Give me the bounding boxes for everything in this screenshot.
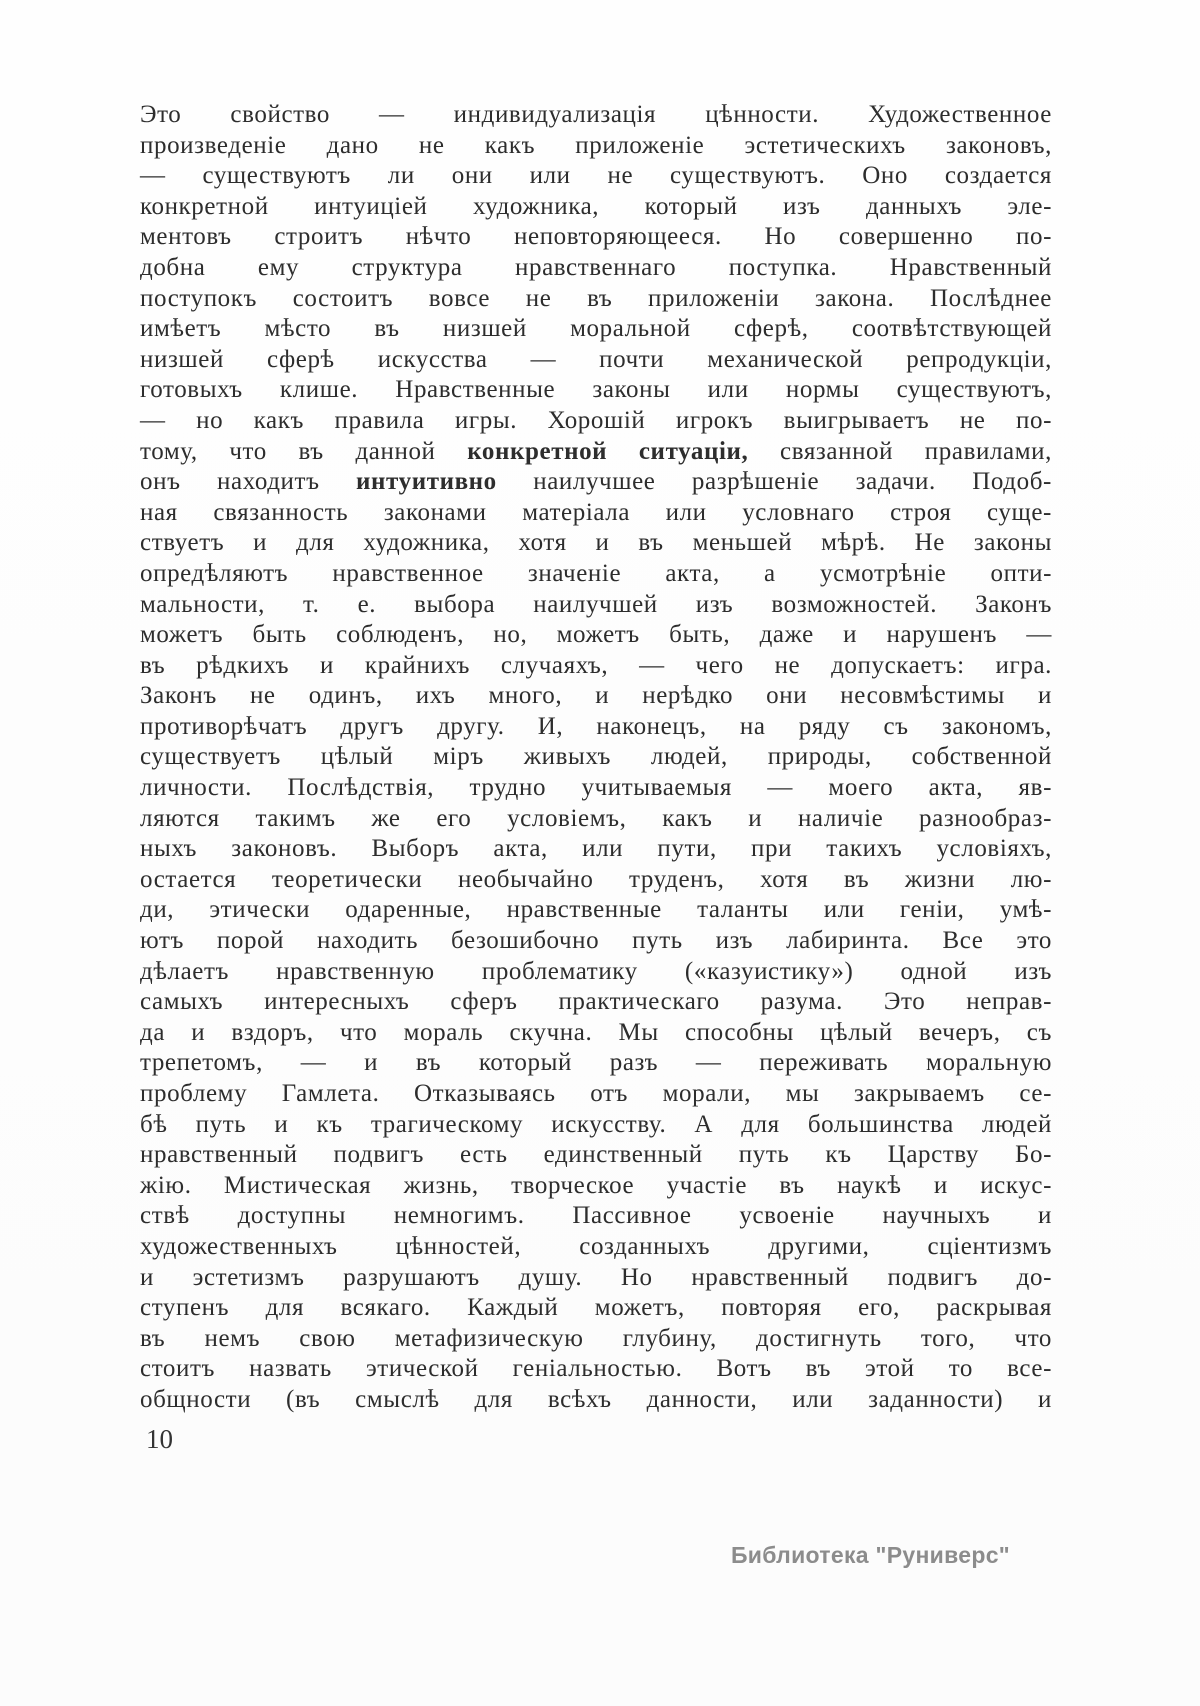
text-line	[140, 192, 1052, 223]
body-text: дѣлаетъ нравственную проблематику («казуистику») одной изъ	[140, 957, 1052, 985]
text-line	[140, 1354, 1052, 1385]
body-text: и эстетизмъ разрушаютъ душу. Но нравственный подвигъ до-	[140, 1263, 1052, 1291]
body-text: остается теоретически необычайно труденъ, хотя въ жизни лю-	[140, 865, 1052, 893]
body-text: бѣ путь и къ трагическому искусству. А для большинства людей	[140, 1110, 1052, 1138]
body-text: — но какъ правила игры. Хорошій игрокъ выигрываетъ не по-	[140, 406, 1052, 434]
body-text: опредѣляютъ нравственное значеніе акта, а усмотрѣніе опти-	[140, 559, 1052, 587]
body-text: нравственный подвигъ есть единственный путь къ Царству Бо-	[140, 1141, 1052, 1169]
text-line	[140, 1263, 1052, 1294]
watermark: Библиотека "Руниверс"	[730, 1542, 1010, 1568]
body-text: связанной правилами,	[748, 437, 1052, 465]
body-text: личности. Послѣдствія, трудно учитываемыя — моего акта, яв-	[140, 774, 1052, 802]
body-text: проблему Гамлета. Отказываясь отъ морали, мы закрываемъ се-	[140, 1080, 1052, 1107]
body-text: ступенъ для всякаго. Каждый можетъ, повторяя его, раскрывая	[140, 1294, 1052, 1322]
body-text: ляются такимъ же его условіемъ, какъ и наличіе разнообраз-	[140, 804, 1052, 832]
emphasized-text: конкретной ситуаціи,	[467, 437, 749, 465]
text-line	[140, 437, 1052, 468]
text-line	[140, 1110, 1052, 1141]
text-line	[140, 1018, 1052, 1049]
body-text: существуетъ цѣлый міръ живыхъ людей, природы, собственной	[140, 743, 1052, 771]
body-text: въ рѣдкихъ и крайнихъ случаяхъ, — чего не допускаетъ: игра.	[140, 651, 1052, 679]
text-line	[140, 528, 1052, 559]
text-line	[140, 253, 1052, 284]
text-line	[140, 681, 1052, 712]
text-line	[140, 804, 1052, 835]
body-text: самыхъ интересныхъ сферъ практическаго разума. Это неправ-	[140, 988, 1052, 1016]
body-text: ментовъ строитъ нѣчто неповторяющееся. Но совершенно по-	[140, 223, 1052, 251]
body-text: конкретной интуиціей художника, который изъ данныхъ эле-	[140, 192, 1052, 220]
body-text: трепетомъ, — и въ который разъ — переживать моральную	[140, 1049, 1052, 1077]
text-line	[140, 375, 1052, 406]
body-text: наилучшее разрѣшеніе задачи. Подоб-	[496, 468, 1052, 496]
body-text: ная связанность законами матеріала или условнаго строя суще-	[140, 498, 1052, 526]
body-text: ди, этически одаренные, нравственные таланты или геніи, умѣ-	[140, 896, 1052, 924]
body-text: тому, что въ данной	[140, 437, 468, 465]
text-line	[140, 957, 1052, 988]
body-text: стоитъ назвать этической геніальностью. Вотъ въ этой то все-	[140, 1355, 1052, 1383]
text-line	[140, 467, 1052, 498]
body-text: ствуетъ и для художника, хотя и въ меньшей мѣрѣ. Не законы	[140, 529, 1052, 557]
text-line	[140, 1385, 1052, 1416]
body-text: низшей сферѣ искусства — почти механической репродукціи,	[140, 345, 1052, 373]
text-line	[140, 620, 1052, 651]
body-text: художественныхъ цѣнностей, созданныхъ другими, сціентизмъ	[140, 1232, 1052, 1260]
body-text: готовыхъ клише. Нравственные законы или нормы существуютъ,	[140, 376, 1052, 404]
text-line	[140, 1232, 1052, 1263]
body-text: можетъ быть соблюденъ, но, можетъ быть, даже и нарушенъ —	[140, 621, 1052, 649]
text-line	[140, 559, 1052, 590]
body-text: ютъ порой находить безошибочно путь изъ лабиринта. Все это	[140, 927, 1052, 955]
text-line	[140, 284, 1052, 315]
text-line	[140, 406, 1052, 437]
text-line	[140, 131, 1052, 162]
body-text: жію. Мистическая жизнь, творческое участіе въ наукѣ и искус-	[140, 1171, 1052, 1199]
text-line	[140, 1324, 1052, 1355]
page-number: 10	[146, 1424, 173, 1454]
body-text: ствѣ доступны немногимъ. Пассивное усвоеніе научныхъ и	[140, 1202, 1052, 1230]
text-line	[140, 773, 1052, 804]
text-line	[140, 651, 1052, 682]
text-line	[140, 712, 1052, 743]
body-text: поступокъ состоитъ вовсе не въ приложеніи закона. Послѣднее	[140, 284, 1052, 312]
body-text: добна ему структура нравственнаго поступка. Нравственный	[140, 253, 1052, 281]
text-line	[140, 590, 1052, 621]
body-text: въ немъ свою метафизическую глубину, достигнуть того, что	[140, 1324, 1052, 1352]
text-line	[140, 1048, 1052, 1079]
emphasized-text: интуитивно	[356, 468, 497, 496]
text-line	[140, 1171, 1052, 1202]
text-line	[140, 314, 1052, 345]
text-line	[140, 834, 1052, 865]
body-text: произведеніе дано не какъ приложеніе эстетическихъ законовъ,	[140, 131, 1052, 159]
text-line	[140, 926, 1052, 957]
text-block	[140, 100, 1052, 1416]
text-line	[140, 742, 1052, 773]
body-text: да и вздоръ, что мораль скучна. Мы способны цѣлый вечеръ, съ	[140, 1018, 1052, 1046]
text-line	[140, 222, 1052, 253]
text-line	[140, 1293, 1052, 1324]
text-line	[140, 1140, 1052, 1171]
body-text: общности (въ смыслѣ для всѣхъ данности, или заданности) и	[140, 1385, 1052, 1413]
text-line	[140, 987, 1052, 1018]
body-text: ныхъ законовъ. Выборъ акта, или пути, при такихъ условіяхъ,	[140, 835, 1052, 863]
text-line	[140, 895, 1052, 926]
body-text: Это свойство — индивидуализація цѣнности. Художественное	[140, 101, 1052, 128]
body-text: мальности, т. е. выбора наилучшей изъ возможностей. Законъ	[140, 590, 1052, 618]
text-line	[140, 161, 1052, 192]
body-text: онъ находитъ	[140, 468, 357, 496]
body-text: — существуютъ ли они или не существуютъ. Оно создается	[140, 162, 1052, 190]
body-text: имѣетъ мѣсто въ низшей моральной сферѣ, соотвѣтствующей	[140, 315, 1052, 343]
text-line	[140, 498, 1052, 529]
text-line	[140, 1201, 1052, 1232]
text-line	[140, 345, 1052, 376]
body-text: противорѣчатъ другъ другу. И, наконецъ, на ряду съ закономъ,	[140, 712, 1052, 740]
text-line	[140, 100, 1052, 131]
body-text: Законъ не одинъ, ихъ много, и нерѣдко они несовмѣстимы и	[140, 682, 1052, 710]
text-line	[140, 1079, 1052, 1110]
text-line	[140, 865, 1052, 896]
